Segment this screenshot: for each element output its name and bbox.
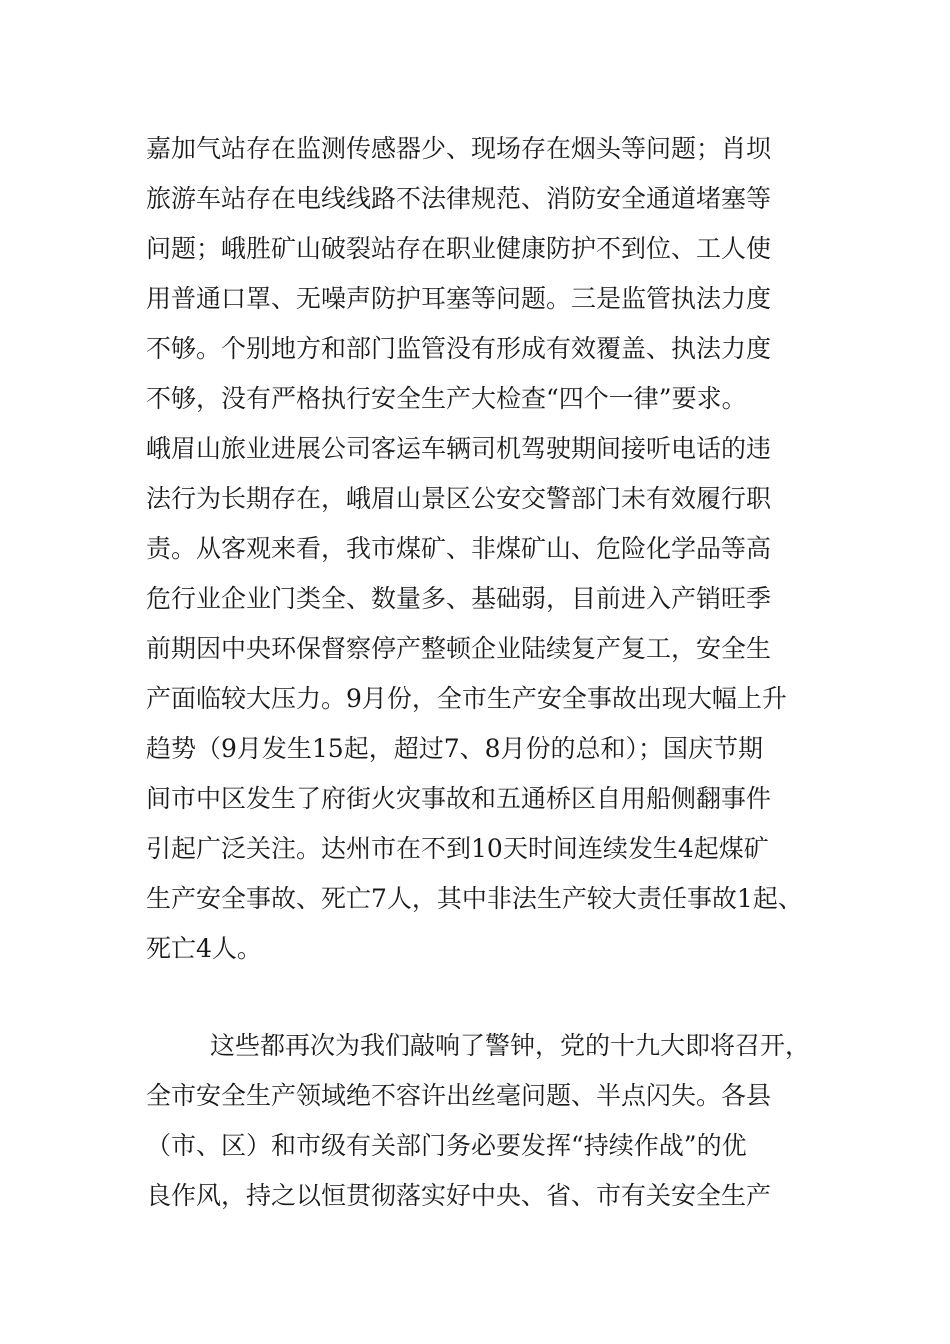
text-line: 不够。个别地方和部门监管没有形成有效覆盖、执法力度	[146, 334, 772, 363]
text-line: 峨眉山旅业进展公司客运车辆司机驾驶期间接听电话的违	[146, 434, 772, 463]
text-line: 问题；峨胜矿山破裂站存在职业健康防护不到位、工人使	[146, 234, 772, 263]
text-line: 生产安全事故、死亡7人，其中非法生产较大责任事故1起、	[146, 884, 803, 913]
text-line: （市、区）和市级有关部门务必要发挥“持续作战”的优	[146, 1131, 747, 1160]
text-line: 责。从客观来看，我市煤矿、非煤矿山、危险化学品等高	[146, 534, 772, 563]
text-line: 良作风，持之以恒贯彻落实好中央、省、市有关安全生产	[146, 1181, 772, 1210]
text-line: 前期因中央环保督察停产整顿企业陆续复产复工，安全生	[146, 634, 772, 663]
text-line: 嘉加气站存在监测传感器少、现场存在烟头等问题；肖坝	[146, 134, 772, 163]
text-line: 危行业企业门类全、数量多、基础弱，目前进入产销旺季	[146, 584, 772, 613]
text-line: 旅游车站存在电线线路不法律规范、消防安全通道堵塞等	[146, 184, 772, 213]
text-line: 用普通口罩、无噪声防护耳塞等问题。三是监管执法力度	[146, 284, 772, 313]
text-line: 法行为长期存在，峨眉山景区公安交警部门未有效履行职	[146, 484, 772, 513]
body-paragraph	[146, 124, 826, 974]
text-line: 全市安全生产领域绝不容许出丝毫问题、半点闪失。各县	[146, 1081, 772, 1110]
text-line: 趋势（9月发生15起，超过7、8月份的总和）；国庆节期	[146, 734, 764, 763]
text-line-indented: 这些都再次为我们敲响了警钟，党的十九大即将召开，	[210, 1031, 811, 1060]
text-line: 死亡4人。	[146, 934, 262, 963]
text-line: 不够，没有严格执行安全生产大检查“四个一律”要求。	[146, 384, 747, 413]
text-line: 间市中区发生了府街火灾事故和五通桥区自用船侧翻事件	[146, 784, 772, 813]
body-paragraph	[146, 1021, 826, 1221]
text-line: 引起广泛关注。达州市在不到10天时间连续发生4起煤矿	[146, 834, 769, 863]
text-line: 产面临较大压力。9月份，全市生产安全事故出现大幅上升	[146, 684, 787, 713]
